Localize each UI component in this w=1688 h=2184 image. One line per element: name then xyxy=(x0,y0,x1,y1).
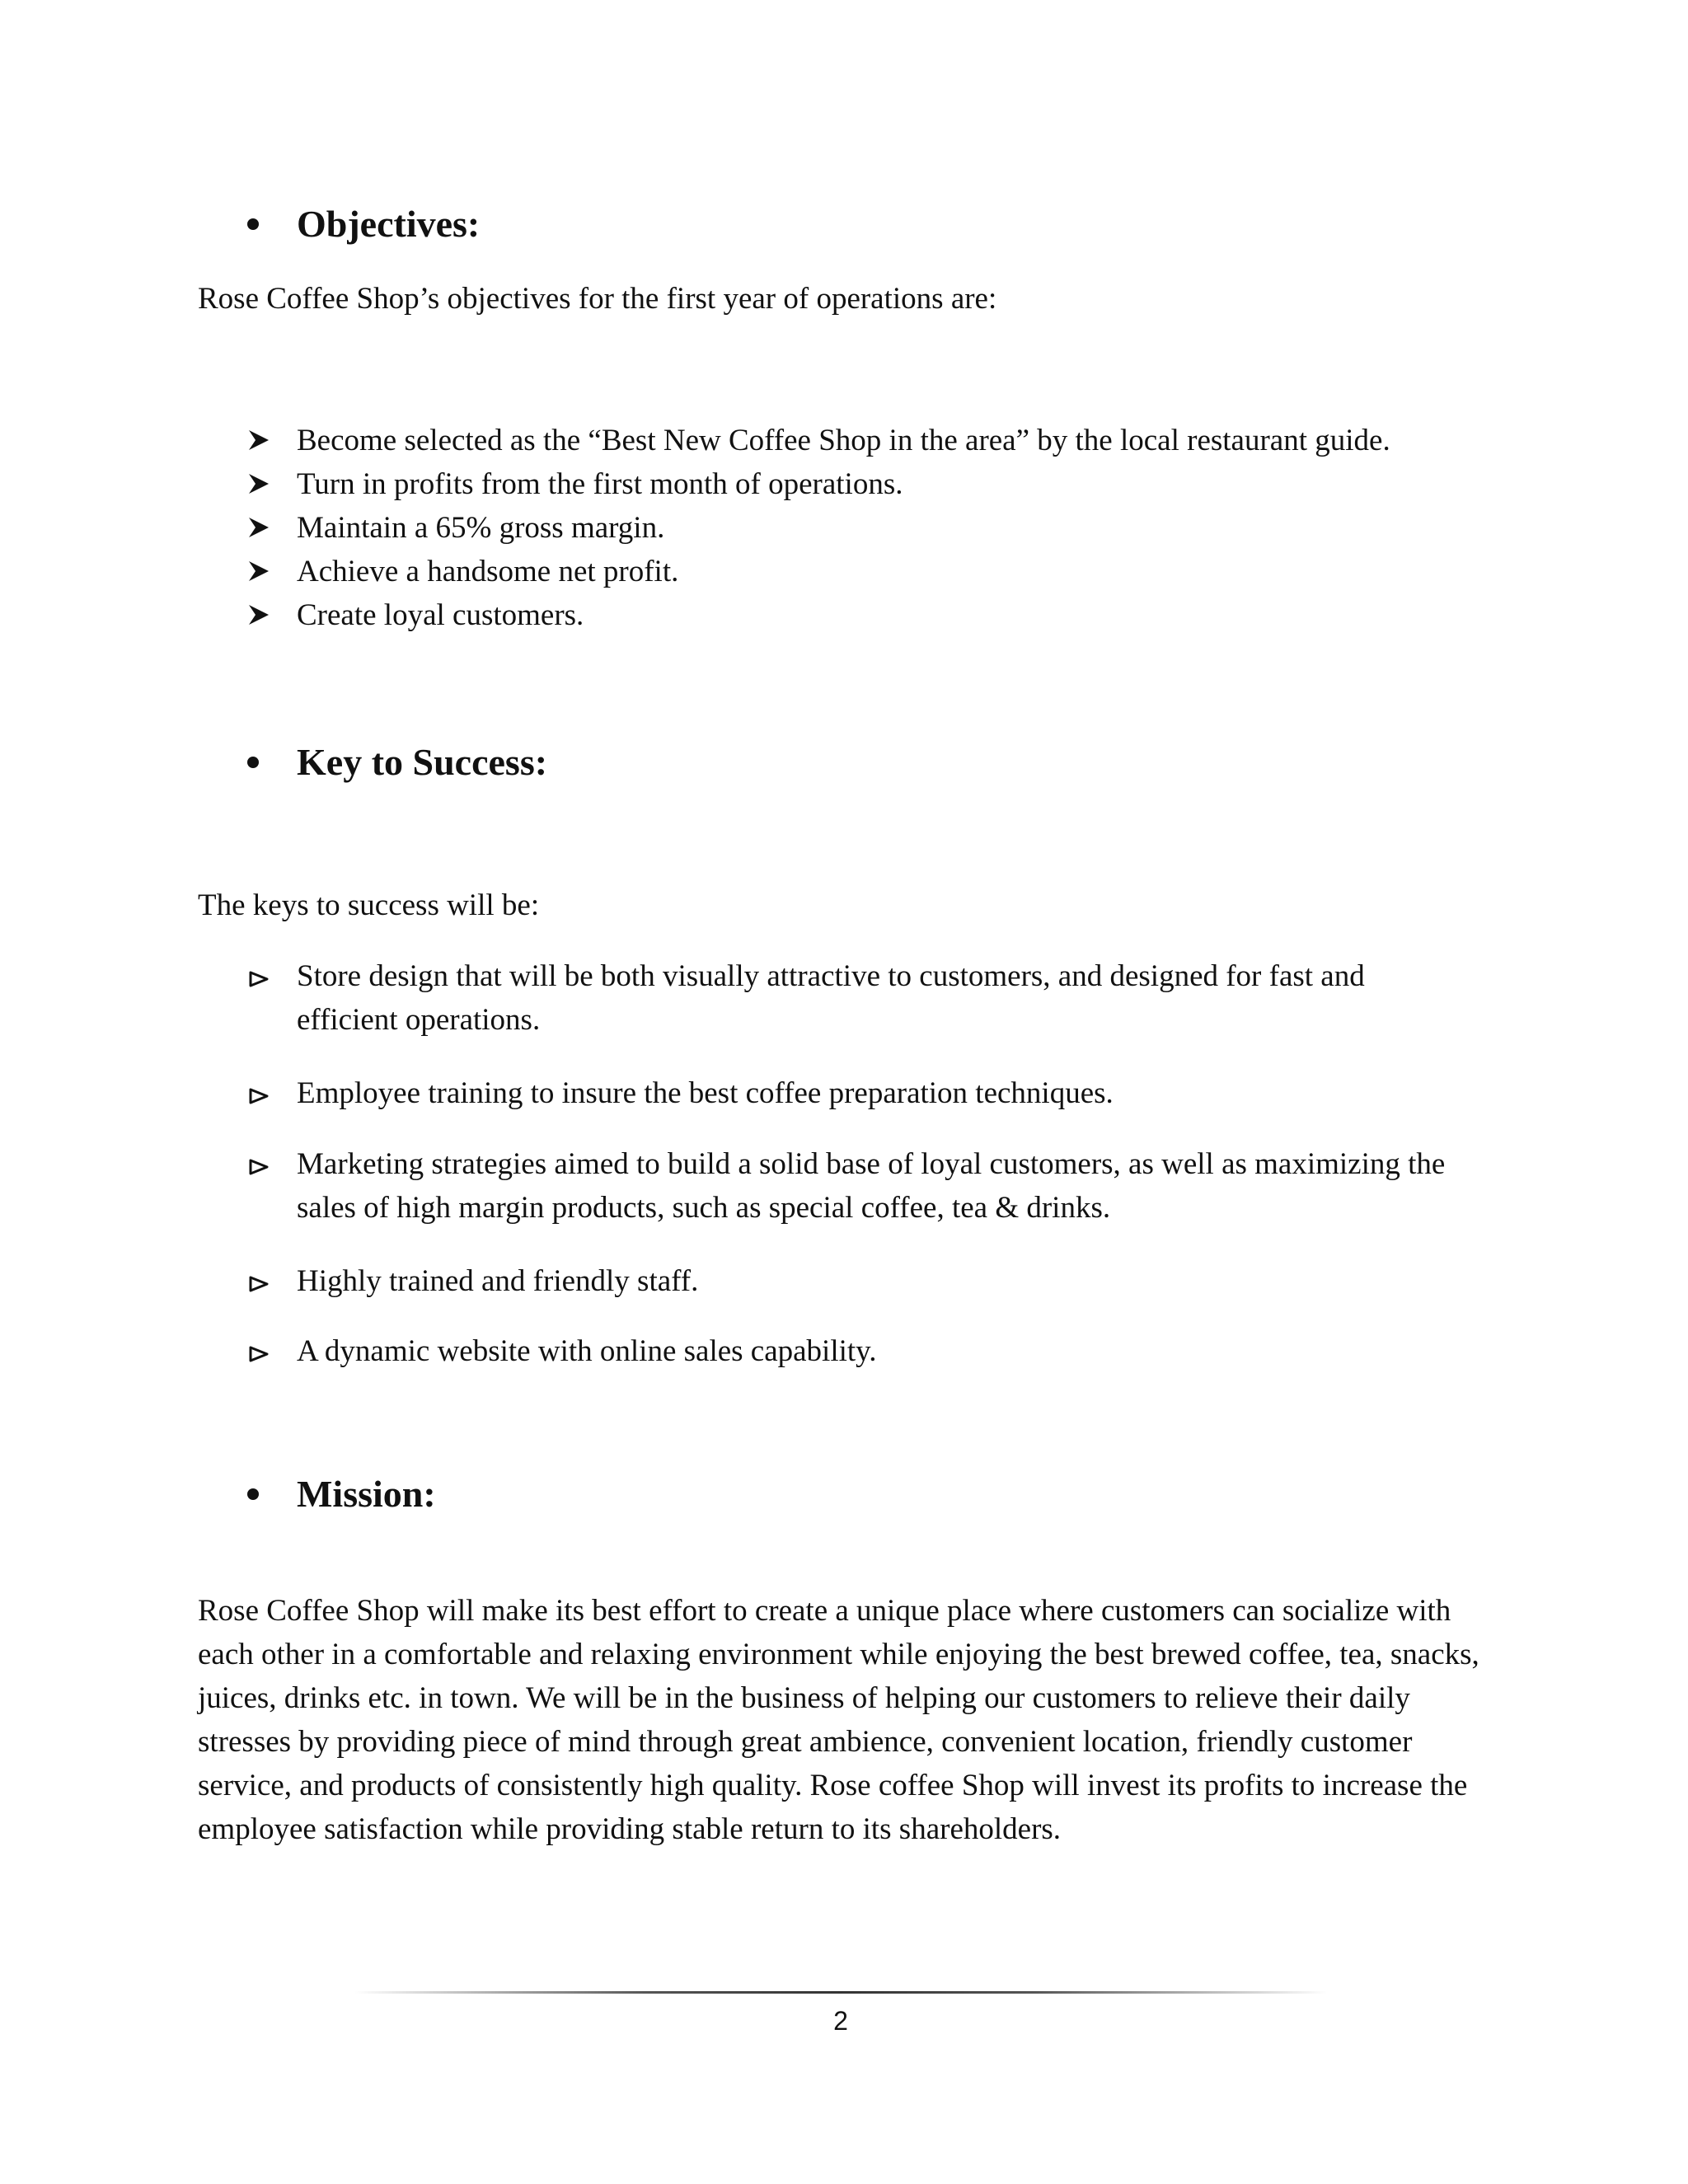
section-bullet-icon xyxy=(247,218,259,230)
objectives-item: Achieve a handsome net profit. xyxy=(297,555,679,588)
arrowhead-icon xyxy=(247,603,270,626)
keys-item: Marketing strategies aimed to build a solid base of loyal customers, as well as maximizing the sales of high margin products, such as special coffee, tea & drinks. xyxy=(297,1147,1446,1225)
arrowhead-icon xyxy=(247,1343,270,1366)
keys-item: Highly trained and friendly staff. xyxy=(297,1264,699,1298)
arrowhead-icon xyxy=(247,429,270,452)
keys-intro: The keys to success will be: xyxy=(198,888,540,922)
objectives-item: Maintain a 65% gross margin. xyxy=(297,511,665,545)
mission-body: Rose Coffee Shop will make its best effort to create a unique place where customers can socialize with each other in a comfortable and relaxing environment while enjoying the best brewed coffee, tea, snacks, juices, drinks etc. in town. We will be in the business of helping our customers to relieve their daily stresses by providing piece of mind through great ambience, convenient location, friendly customer service, and products of consistently high quality. Rose coffee Shop will invest its profits to increase the employee satisfaction while providing stable return to its shareholders. xyxy=(198,1594,1479,1846)
objectives-item: Become selected as the “Best New Coffee Shop in the area” by the local restaurant guide. xyxy=(297,424,1390,457)
arrowhead-icon xyxy=(247,516,270,539)
arrowhead-icon xyxy=(247,560,270,583)
arrowhead-icon xyxy=(247,1155,270,1179)
arrowhead-icon xyxy=(247,472,270,495)
keys-item: A dynamic website with online sales capability. xyxy=(297,1334,877,1368)
keys-item: Store design that will be both visually attractive to customers, and designed for fast and efficient operations. xyxy=(297,959,1365,1037)
objectives-intro: Rose Coffee Shop’s objectives for the first year of operations are: xyxy=(198,282,997,316)
objectives-heading: Objectives: xyxy=(297,203,481,245)
page-number: 2 xyxy=(833,2006,848,2036)
arrowhead-icon xyxy=(247,1085,270,1108)
footer-divider xyxy=(354,1991,1327,1994)
section-bullet-icon xyxy=(247,1488,259,1500)
keys-item: Employee training to insure the best coffee preparation techniques. xyxy=(297,1076,1114,1110)
section-bullet-icon xyxy=(247,757,259,768)
objectives-item: Turn in profits from the first month of operations. xyxy=(297,467,903,501)
arrowhead-icon xyxy=(247,1272,270,1296)
mission-heading: Mission: xyxy=(297,1473,436,1515)
arrowhead-icon xyxy=(247,968,270,991)
keys-heading: Key to Success: xyxy=(297,741,548,783)
objectives-item: Create loyal customers. xyxy=(297,598,584,632)
